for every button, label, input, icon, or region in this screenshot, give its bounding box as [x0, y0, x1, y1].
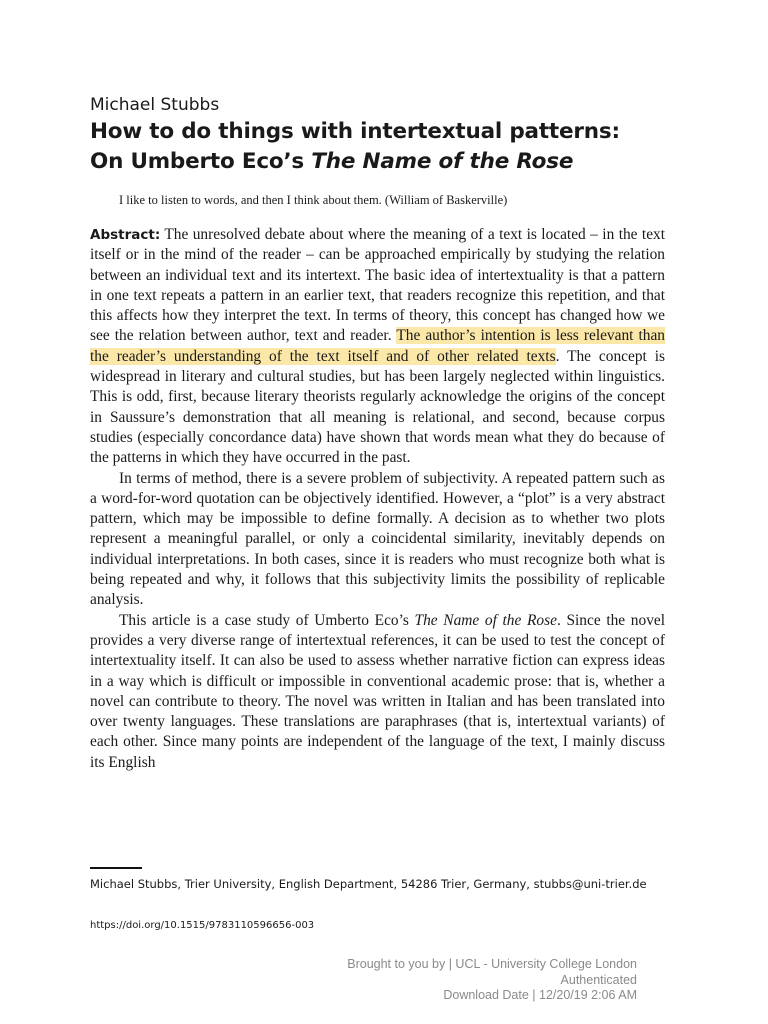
article-title	[90, 117, 665, 177]
abstract	[90, 225, 665, 773]
abstract-paragraph-2: In terms of method, there is a severe problem of subjectivity. A repeated pattern such as a word-for-word quotation can be objectively identified. However, a “plot” is a very abstract pattern, which may be impossible to define formally. A decision as to whether two plots represent a meaningful parallel, or only a coincidental similarity, inevitably depends on individual interpretations. In both cases, since it is readers who must recognize both what is being repeated and why, it follows that this subjectivity limits the possibility of replicable analysis.	[90, 469, 665, 609]
epigraph: I like to listen to words, and then I think about them. (William of Baskerville)	[119, 193, 508, 207]
p3-text-after: . Since the novel provides a very diverse range of intertextual references, it can be used to test the concept of intertextuality itself. It can also be used to assess whether narrative fiction can express ideas in a way which is difficult or impossible in conventional academic prose: that is, whether a novel can contribute to theory. The novel was written in Italian and has been translated into over twenty languages. These translations are paraphrases (that is, intertextual variants) of each other. Since many points are independent of the language of the text, I mainly discuss its English	[90, 611, 665, 771]
abstract-label: Abstract:	[90, 227, 161, 243]
title-book-name: The Name of the Rose	[311, 149, 574, 174]
abstract-paragraph-3	[90, 611, 665, 773]
stamp-line-1: Brought to you by | UCL - University College London	[347, 957, 637, 971]
p3-text-before: This article is a case study of Umberto Eco’s	[119, 611, 415, 629]
stamp-line-2: Authenticated	[560, 972, 637, 987]
abstract-text-after-highlight: . The concept is widespread in literary and cultural studies, but has been largely neglected within linguistics. This is odd, first, because literary theorists regularly acknowledge the origins of the concept in Saussure’s demonstration that all meaning is relational, and second, because corpus studies (especially concordance data) have shown that words mean what they do because of the patterns in which they have occurred in the past.	[90, 347, 665, 467]
p3-book-title: The Name of the Rose	[414, 611, 557, 629]
author-name: Michael Stubbs	[90, 95, 220, 115]
footnote-rule	[90, 867, 142, 869]
highlighted-sentence[interactable]: The author’s intention is less relevant than the reader’s understanding of the text itself and of other related texts	[90, 327, 665, 365]
article-page	[90, 94, 665, 773]
abstract-paragraph-1	[90, 225, 665, 469]
title-line-2-prefix: On Umberto Eco’s	[90, 149, 312, 174]
footnote-affiliation: Michael Stubbs, Trier University, English Department, 54286 Trier, Germany, stubbs@uni-trier.de	[90, 877, 647, 891]
stamp-line-3: Download Date | 12/20/19 2:06 AM	[443, 988, 637, 1002]
abstract-text-before-highlight: The unresolved debate about where the meaning of a text is located – in the text itself or in the mind of the reader – can be approached empirically by studying the relation between an individual text and its intertext. The basic idea of intertextuality is that a pattern in one text repeats a pattern in an earlier text, that readers recognize this repetition, and that this affects how they interpret the text. In terms of theory, this concept has changed how we see the relation between author, text and reader.	[90, 226, 665, 345]
access-stamp	[347, 957, 637, 1004]
doi-link[interactable]: https://doi.org/10.1515/9783110596656-003	[90, 920, 315, 931]
title-line-1: How to do things with intertextual patterns:	[90, 119, 620, 144]
